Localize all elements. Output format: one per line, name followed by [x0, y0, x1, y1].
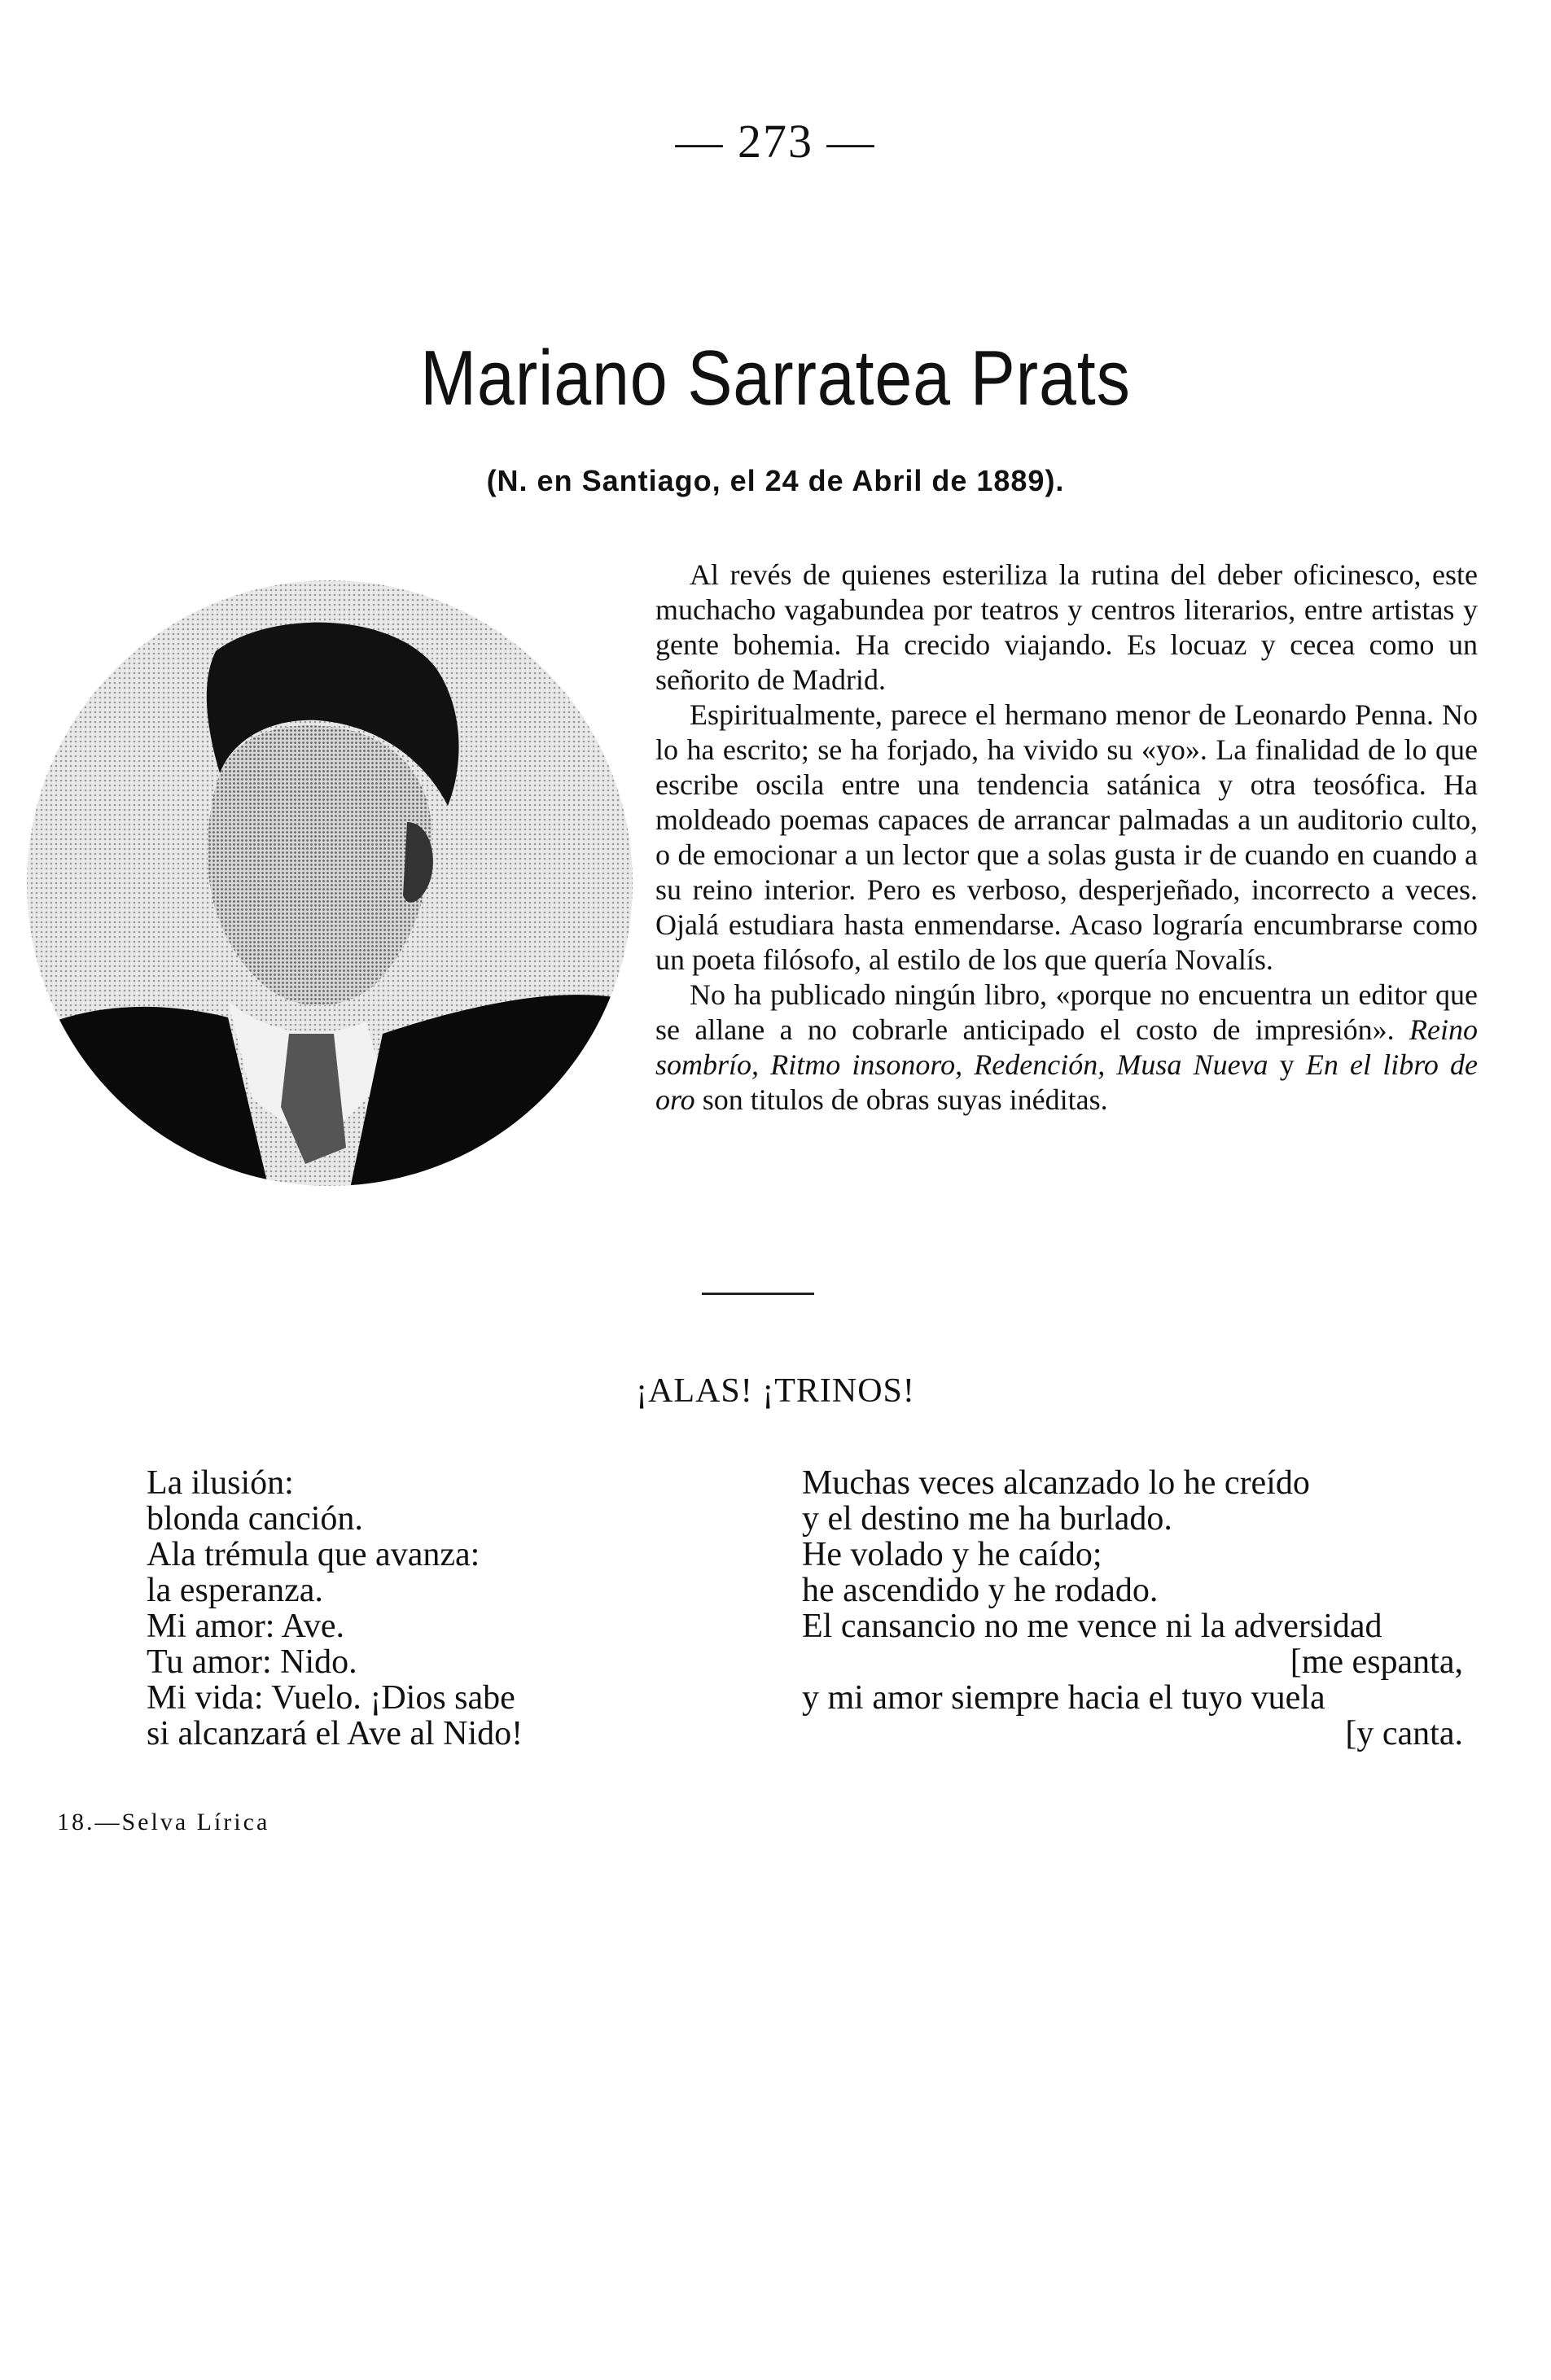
poem-line: he ascendido y he rodado.	[802, 1572, 1159, 1609]
footer-signature: 18.—Selva Lírica	[57, 1809, 270, 1835]
biography	[655, 558, 1478, 1118]
biography-p3-end: son titulos de obras suyas inéditas.	[694, 1083, 1108, 1116]
poem-line: y mi amor siempre hacia el tuyo vuela	[802, 1679, 1325, 1717]
poem-title: ¡ALAS! ¡TRINOS!	[636, 1372, 915, 1410]
poem-line: El cansancio no me vence ni la adversidad	[802, 1608, 1382, 1645]
biography-paragraph-3	[655, 978, 1478, 1118]
poem-line: Mi vida: Vuelo. ¡Dios sabe	[147, 1679, 515, 1717]
work-title: Reino sombrío,	[655, 1013, 1478, 1081]
portrait-photo	[24, 578, 635, 1188]
work-title: Redención,	[974, 1048, 1106, 1081]
poem-left-column	[147, 1465, 523, 1752]
birth-note: (N. en Santiago, el 24 de Abril de 1889).	[486, 464, 1065, 497]
poem-line: la esperanza.	[147, 1572, 323, 1609]
work-title: Ritmo insonoro,	[770, 1048, 963, 1081]
poem-line: Mi amor: Ave.	[147, 1608, 345, 1645]
page-title: Mariano Sarratea Prats	[420, 335, 1131, 422]
poem-line: y el destino me ha burlado.	[802, 1500, 1172, 1538]
biography-paragraph-2: Espiritualmente, parece el hermano menor de Leonardo Penna. No lo ha escrito; se ha forjado, ha vivido su «yo». La finalidad de lo que escribe oscila entre una tendencia satánica y otra teosófica. Ha moldeado poemas capaces de arrancar palmadas a un auditorio culto, o de emocionar a un lector que a solas gusta ir de cuando en cuando a su reino interior. Pero es verboso, desperjeñado, incorrecto a veces. Ojalá estudiara hasta enmendarse. Acaso lograría encumbrarse como un poeta filósofo, al estilo de los que quería Novalís.	[655, 698, 1478, 976]
work-title: Musa Nueva	[1116, 1048, 1268, 1081]
section-divider	[702, 1293, 814, 1295]
poem-line: blonda canción.	[147, 1500, 363, 1538]
poem-line-continuation: [y canta.	[1345, 1715, 1463, 1752]
poem-line: si alcanzará el Ave al Nido!	[147, 1715, 524, 1752]
poem-line: Ala trémula que avanza:	[147, 1536, 480, 1573]
poem-line: He volado y he caído;	[802, 1536, 1102, 1573]
poem-line-continuation: [me espanta,	[1290, 1643, 1463, 1681]
biography-p3-start: No ha publicado ningún libro, «porque no encuentra un editor que se allane a no cobrarle anticipado el costo de impresión».	[655, 978, 1478, 1046]
poem-line: Muchas veces alcanzado lo he creído	[802, 1464, 1310, 1502]
biography-paragraph-1: Al revés de quienes esteriliza la rutina del deber oficinesco, este muchacho vagabundea por teatros y centros literarios, entre artistas y gente bohemia. Ha crecido viajando. Es locuaz y cecea como un señorito de Madrid.	[655, 558, 1478, 696]
poem-line: Tu amor: Nido.	[147, 1643, 357, 1681]
page-number: — 273 —	[675, 115, 876, 168]
poem-line: La ilusión:	[147, 1464, 294, 1502]
poem-right-column	[802, 1465, 1463, 1752]
work-title: En el libro de oro	[655, 1048, 1479, 1116]
conjunction: y	[1268, 1048, 1306, 1081]
